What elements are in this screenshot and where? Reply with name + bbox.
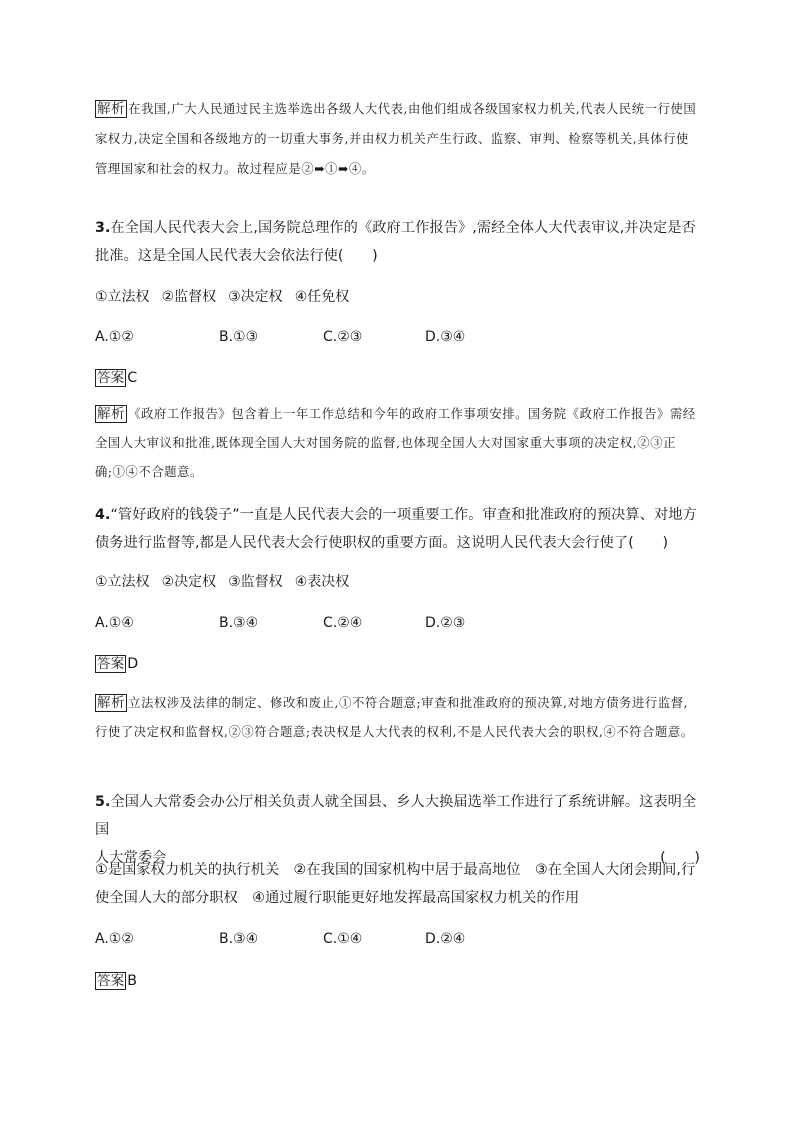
analysis-text: 《政府工作报告》包含着上一年工作总结和今年的政府工作事项安排。国务院《政府工作报告》需经全国人大审议和批准,既体现全国人大对国务院的监督,也体现全国人大对国家重大事项的决定权,②③正确;①④不合题意。 <box>95 407 696 479</box>
analysis-tag: 解析 <box>97 101 126 117</box>
statement-item: ④任免权 <box>294 289 350 305</box>
question-text: 全国人大常委会办公厅相关负责人就全国县、乡人大换届选举工作进行了系统讲解。这表明全国 <box>95 794 697 838</box>
question-number: 4. <box>95 507 111 523</box>
option-d[interactable]: D.②④ <box>425 931 466 947</box>
option-b[interactable]: B.③④ <box>219 615 259 631</box>
analysis-text: 立法权涉及法律的制定、修改和废止,①不符合题意;审查和批准政府的预决算,对地方债务进行监督,行使了决定权和监督权,②③符合题意;表决权是人大代表的权利,不是人民代表大会的职权,④不符合题意。 <box>95 696 694 739</box>
statement-item: ②监督权 <box>161 289 217 305</box>
q2-analysis <box>95 94 700 184</box>
answer-value: B <box>127 973 138 989</box>
question-4-answer <box>95 650 700 678</box>
option-d[interactable]: D.②③ <box>425 615 466 631</box>
question-3-answer <box>95 364 700 392</box>
option-a[interactable]: A.①② <box>95 329 134 345</box>
question-number: 5. <box>95 794 111 810</box>
answer-blank: ( ) <box>660 850 700 866</box>
statement-item: ②决定权 <box>161 574 217 590</box>
question-text: “管好政府的钱袋子”一直是人民代表大会的一项重要工作。审查和批准政府的预决算、对地方债务进行监督等,都是人民代表大会行使职权的重要方面。这说明人民代表大会行使了( ) <box>95 507 697 551</box>
option-b[interactable]: B.①③ <box>219 329 259 345</box>
statement-item: ④表决权 <box>294 574 350 590</box>
analysis-tag: 解析 <box>97 406 126 422</box>
question-3-stem <box>95 214 700 270</box>
analysis-tag: 解析 <box>97 695 126 711</box>
answer-tag: 答案 <box>97 973 125 989</box>
question-text: 在全国人民代表大会上,国务院总理作的《政府工作报告》,需经全体人大代表审议,并决定是否批准。这是全国人民代表大会依法行使( ) <box>95 220 696 264</box>
answer-value: D <box>127 656 139 672</box>
question-4-stem <box>95 501 700 557</box>
option-d[interactable]: D.③④ <box>425 329 466 345</box>
statement-line: 使全国人大的部分职权 ④通过履行职能更好地发挥最高国家权力机关的作用 <box>95 890 580 906</box>
option-a[interactable]: A.①④ <box>95 615 134 631</box>
statement-item: ①立法权 <box>95 574 150 590</box>
statement-item: ③监督权 <box>228 574 283 590</box>
question-5-answer <box>95 967 700 995</box>
option-c[interactable]: C.②④ <box>323 615 363 631</box>
answer-tag: 答案 <box>97 370 125 386</box>
option-c[interactable]: C.②③ <box>323 329 363 345</box>
option-c[interactable]: C.①④ <box>323 931 363 947</box>
statement-item: ①立法权 <box>95 289 150 305</box>
question-4-items <box>95 572 700 592</box>
statement-line: ①是国家权力机关的执行机关 ②在我国的国家机构中居于最高地位 ③在全国人大闭会期间,行 <box>95 862 696 878</box>
question-4-analysis <box>95 689 700 747</box>
analysis-text: 在我国,广大人民通过民主选举选出各级人大代表,由他们组成各级国家权力机关,代表人民统一行使国家权力,决定全国和各级地方的一切重大事务,并由权力机关产生行政、监察、审判、检察等机关,具体行使管理国家和社会的权力。故过程应是②➡①➡④。 <box>95 102 697 176</box>
option-a[interactable]: A.①② <box>95 931 134 947</box>
question-number: 3. <box>95 220 111 236</box>
answer-tag: 答案 <box>97 656 125 672</box>
answer-value: C <box>127 370 138 386</box>
statement-item: ③决定权 <box>228 289 283 305</box>
question-3-items <box>95 287 700 307</box>
question-5-line-1 <box>95 788 700 844</box>
option-b[interactable]: B.③④ <box>219 931 259 947</box>
question-5-items <box>95 856 700 912</box>
question-3-analysis <box>95 400 700 487</box>
question-text-continued: 人大常委会 <box>95 850 167 866</box>
